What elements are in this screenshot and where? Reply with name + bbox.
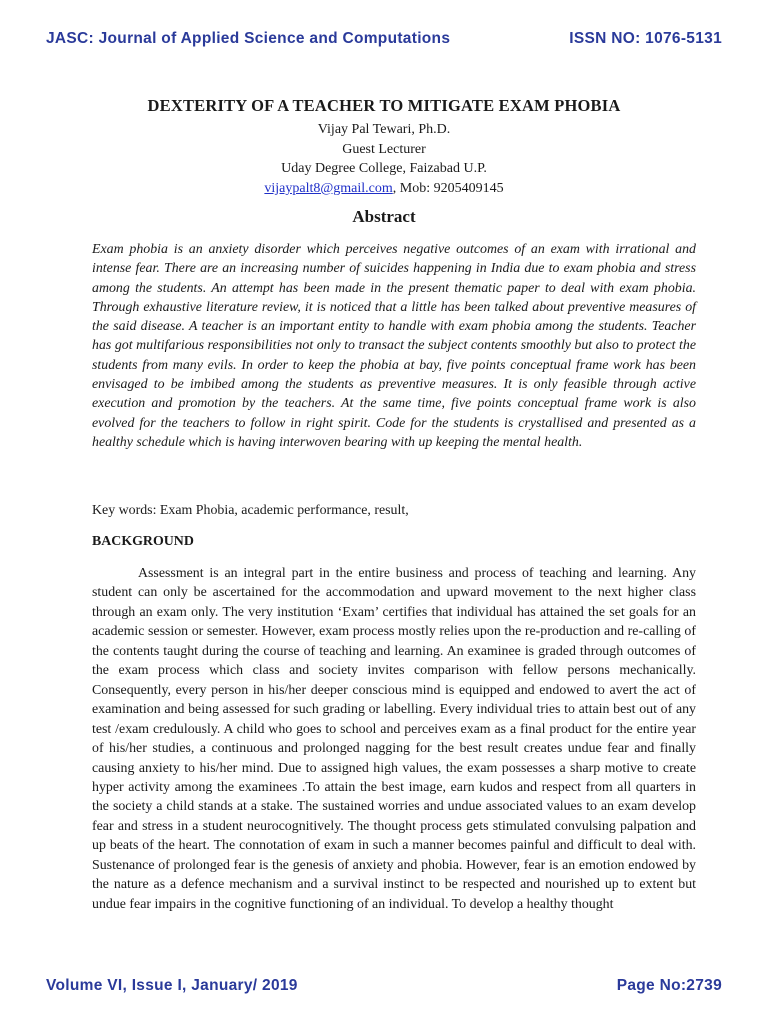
- journal-name: JASC: Journal of Applied Science and Computations: [46, 30, 451, 47]
- author-position: Guest Lecturer: [342, 141, 426, 157]
- body-paragraph: Assessment is an integral part in the entire business and process of teaching and learning. Any student can only be ascertained for the accommodation and upward movement to the next higher class through an exam only. The very institution ‘Exam’ certifies that individual has attained the set goals for an academic session or semester. However, exam process mostly relies upon the re-production and re-calling of the contents taught during the course of teaching and learning. An examinee is graded through outcomes of the exam process which class and society invites comparison with fellow persons mechanically. Consequently, every person in his/her deeper conscious mind is equipped and endowed to avert the act of examination and being assessed for such grading or labelling. Every individual tries to attain best out of any test /exam credulously. A child who goes to school and perceives exam as a final product for the entire year of his/her studies, a continuous and prolonged nagging for the best result creates undue fear and finally causing anxiety to his/her mind. Due to assigned high values, the exam possesses a sharp motive to create hyper activity among the examinees .To attain the best image, earn kudos and respect from all quarters in the society a child stands at a stake. The sustained worries and undue associated values to an exam develop fear and stress in a student neurocognitively. The thought process gets stimulated convulsing palpation and up beats of the heart. The connotation of exam in such a manner becomes painful and difficult to deal with. Sustenance of prolonged fear is the genesis of anxiety and phobia. However, fear is an emotion endowed by the nature as a defence mechanism and a survival instinct to be respected and nourished up to extent but undue fear impairs in the cognitive functioning of an individual. To develop a healthy thought: [92, 566, 696, 912]
- section-heading: BACKGROUND: [92, 534, 194, 549]
- author-block: [0, 120, 768, 198]
- volume-issue: Volume VI, Issue I, January/ 2019: [46, 977, 298, 994]
- author-contact: [0, 179, 768, 199]
- running-header: [46, 30, 722, 48]
- keywords: Key words: Exam Phobia, academic performance, result,: [92, 503, 409, 518]
- abstract-text: Exam phobia is an anxiety disorder which perceives negative outcomes of an exam with irrational and intense fear. There are an increasing number of suicides happening in India due to exam phobia and stress among the students. An attempt has been made in the present thematic paper to deal with exam phobia. Through exhaustive literature review, it is noticed that a little has been talked about preventive measures of the said disease. A teacher is an important entity to handle with exam phobia among the students. Teacher has got multifarious responsibilities not only to transact the subject contents smoothly but also to protect the students from many evils. In order to keep the phobia at bay, five points conceptual frame work has been envisaged to be imbibed among the students as preventive measures. It is only feasible through active execution and promotion by the teachers. At the same time, five points conceptual frame work is also evolved for the teachers to follow in right spirit. Code for the students is crystallised and presented as a healthy schedule which is having interwoven bearing with up keeping the mental health.: [92, 242, 696, 450]
- page-number: Page No:2739: [616, 977, 722, 994]
- abstract-heading: Abstract: [352, 207, 416, 226]
- author-institution: Uday Degree College, Faizabad U.P.: [281, 161, 487, 177]
- author-name: Vijay Pal Tewari, Ph.D.: [317, 122, 451, 137]
- running-footer: [46, 977, 722, 995]
- email-link[interactable]: vijaypalt8@gmail.com: [264, 180, 393, 196]
- phone-number: , Mob: 9205409145: [392, 180, 504, 196]
- issn-number: ISSN NO: 1076-5131: [569, 30, 722, 47]
- paper-title: DEXTERITY OF A TEACHER TO MITIGATE EXAM PHOBIA: [147, 96, 621, 115]
